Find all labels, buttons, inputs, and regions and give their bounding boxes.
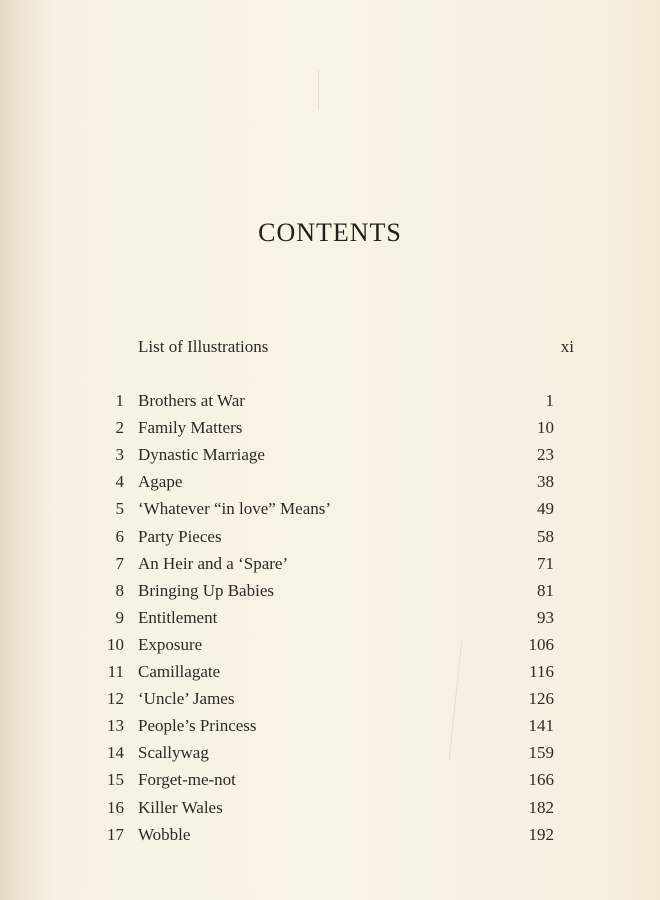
chapter-title: Dynastic Marriage <box>138 445 265 465</box>
chapter-title: Exposure <box>138 634 203 654</box>
chapter-title: ‘Whatever “in love” Means’ <box>138 499 332 519</box>
chapter-number: 8 <box>115 580 124 600</box>
chapter-title: Scallywag <box>138 743 209 763</box>
chapter-number: 15 <box>107 770 124 790</box>
toc-entry <box>0 441 660 468</box>
chapter-title: Family Matters <box>138 418 243 438</box>
toc-entry <box>0 577 660 604</box>
chapter-number: 16 <box>107 797 124 817</box>
chapter-number: 10 <box>107 634 124 654</box>
chapter-title: An Heir and a ‘Spare’ <box>138 553 289 573</box>
chapter-title: Killer Wales <box>138 797 223 817</box>
chapter-title: Party Pieces <box>138 526 222 546</box>
toc-entry <box>0 387 660 414</box>
toc-entry <box>0 766 660 793</box>
chapter-title: Wobble <box>138 824 191 844</box>
toc-entry <box>0 685 660 712</box>
chapter-page: 106 <box>528 634 554 654</box>
chapter-page: 93 <box>537 607 554 627</box>
chapter-page: 49 <box>537 499 554 519</box>
toc-entry <box>0 658 660 685</box>
chapter-number: 3 <box>115 445 124 465</box>
chapter-number: 6 <box>115 526 124 546</box>
chapter-page: 1 <box>545 391 554 410</box>
chapter-number: 12 <box>107 689 124 709</box>
chapter-number: 9 <box>115 607 124 627</box>
chapter-title: Forget-me-not <box>138 770 236 790</box>
toc-entry <box>0 550 660 577</box>
chapter-title: People’s Princess <box>138 716 257 736</box>
page-title: CONTENTS <box>258 218 402 247</box>
chapter-page: 166 <box>528 770 554 790</box>
chapter-page: 182 <box>528 797 554 817</box>
chapter-page: 23 <box>537 445 554 465</box>
toc-entry <box>0 794 660 821</box>
chapter-title: Entitlement <box>138 607 218 627</box>
toc-entry <box>0 712 660 739</box>
chapter-title: Agape <box>138 472 183 492</box>
toc-entry <box>0 468 660 495</box>
chapter-number: 1 <box>115 391 124 410</box>
chapter-page: 126 <box>528 689 554 709</box>
toc-entry <box>0 495 660 522</box>
bleed-through-line <box>318 70 319 110</box>
chapter-page: 192 <box>528 824 554 844</box>
toc-entry <box>0 414 660 441</box>
chapter-page: 58 <box>537 526 554 546</box>
chapter-number: 7 <box>115 553 124 573</box>
toc-entry <box>0 739 660 766</box>
chapter-page: 159 <box>528 743 554 763</box>
chapter-title: Brothers at War <box>138 391 245 410</box>
chapter-page: 38 <box>537 472 554 492</box>
chapter-number: 4 <box>115 472 124 492</box>
chapter-title: Camillagate <box>138 662 221 681</box>
chapter-page: 141 <box>528 716 554 736</box>
toc-entry-title: List of Illustrations <box>138 337 269 356</box>
toc-entry <box>0 523 660 550</box>
chapter-number: 11 <box>107 662 124 681</box>
chapter-number: 2 <box>115 418 124 438</box>
chapter-number: 5 <box>115 499 124 519</box>
chapter-title: Bringing Up Babies <box>138 580 274 600</box>
chapter-page: 116 <box>529 662 554 681</box>
chapter-page: 81 <box>537 580 554 600</box>
toc-entry-front-matter <box>0 333 660 360</box>
chapter-title: ‘Uncle’ James <box>138 689 235 709</box>
chapter-number: 14 <box>107 743 124 763</box>
toc-entry <box>0 604 660 631</box>
chapter-page: 10 <box>537 418 554 438</box>
chapter-page: 71 <box>537 553 554 573</box>
toc-entry-page: xi <box>560 337 574 356</box>
chapter-number: 17 <box>107 824 124 844</box>
toc-entry <box>0 821 660 848</box>
toc-entry <box>0 631 660 658</box>
chapter-number: 13 <box>107 716 124 736</box>
